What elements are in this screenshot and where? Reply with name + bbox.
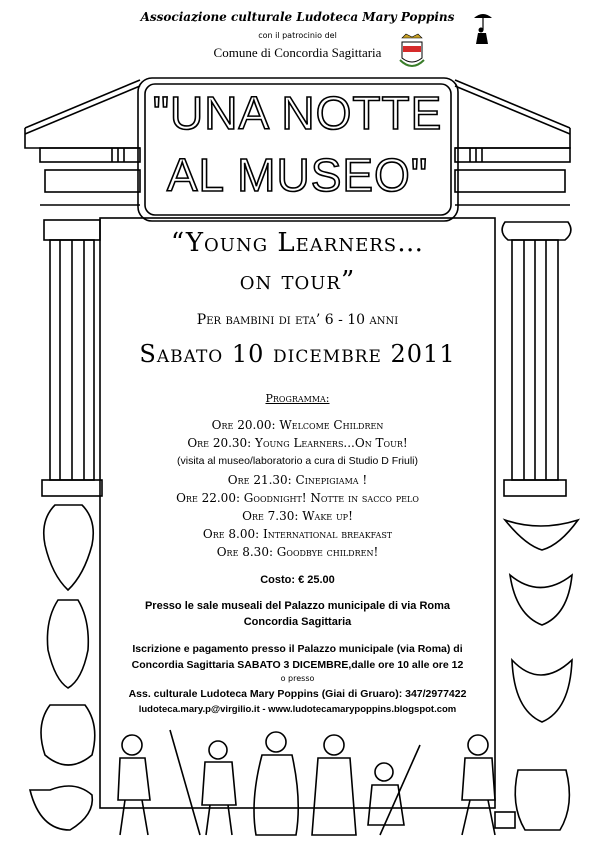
vase-left-2 [47, 600, 88, 688]
or-label: o presso [280, 674, 315, 683]
vase-right-3 [512, 660, 572, 722]
historical-figures-illustration [118, 730, 495, 835]
registration-line1: Iscrizione e pagamento presso il Palazzo municipale (via Roma) di [132, 643, 463, 655]
left-column-capital [44, 220, 100, 240]
vase-right-4 [515, 770, 569, 830]
program-item: Ore 20.30: Young Learners...On Tour! [187, 436, 408, 450]
program-item-note: (visita al museo/laboratorio a cura di Studio D Friuli) [176, 455, 418, 467]
subtitle-line2: on tour” [239, 266, 356, 296]
municipality-name: Comune di Concordia Sagittaria [213, 45, 382, 60]
small-logo-box [495, 812, 515, 828]
program-item: Ore 8.30: Goodbye children! [216, 545, 379, 559]
program-item: Ore 22.00: Goodnight! Notte in sacco pelo [176, 491, 419, 505]
age-range: Per bambini di eta’ 6 - 10 anni [196, 312, 399, 328]
program-item: Ore 21.30: Cinepigiama ! [227, 473, 368, 487]
vase-right-1 [505, 520, 578, 550]
subtitle-line1: “Young Learners… [170, 228, 425, 258]
vase-left-1 [44, 505, 94, 590]
venue-line1: Presso le sale museali del Palazzo municipale di via Roma [144, 600, 451, 612]
registration-line2: Concordia Sagittaria SABATO 3 DICEMBRE,dalle ore 10 alle ore 12 [131, 659, 464, 671]
event-date: Sabato 10 dicembre 2011 [139, 340, 456, 368]
pediment-left [25, 80, 140, 128]
main-title-line1: "UNA NOTTE [152, 87, 443, 139]
program-heading: Programma: [265, 392, 330, 405]
program-item: Ore 20.00: Welcome Children [211, 418, 384, 432]
email-website: ludoteca.mary.p@virgilio.it - www.ludotecamarypoppins.blogspot.com [138, 704, 457, 715]
program-item: Ore 7.30: Wake up! [242, 509, 353, 523]
pediment-right [455, 80, 570, 128]
vase-left-3 [41, 705, 95, 765]
cost: Costo: € 25.00 [260, 574, 335, 586]
association-name: Associazione culturale Ludoteca Mary Poppins [140, 10, 455, 24]
venue-line2: Concordia Sagittaria [243, 616, 352, 628]
right-column-capital [502, 222, 571, 240]
main-title-line2: AL MUSEO" [166, 149, 429, 201]
association-contact: Ass. culturale Ludoteca Mary Poppins (Giai di Gruaro): 347/2977422 [128, 688, 467, 700]
vase-left-4 [30, 786, 92, 830]
patronage-label: con il patrocinio del [258, 31, 337, 40]
vase-right-2 [510, 575, 572, 625]
program-item: Ore 8.00: International breakfast [202, 527, 393, 541]
